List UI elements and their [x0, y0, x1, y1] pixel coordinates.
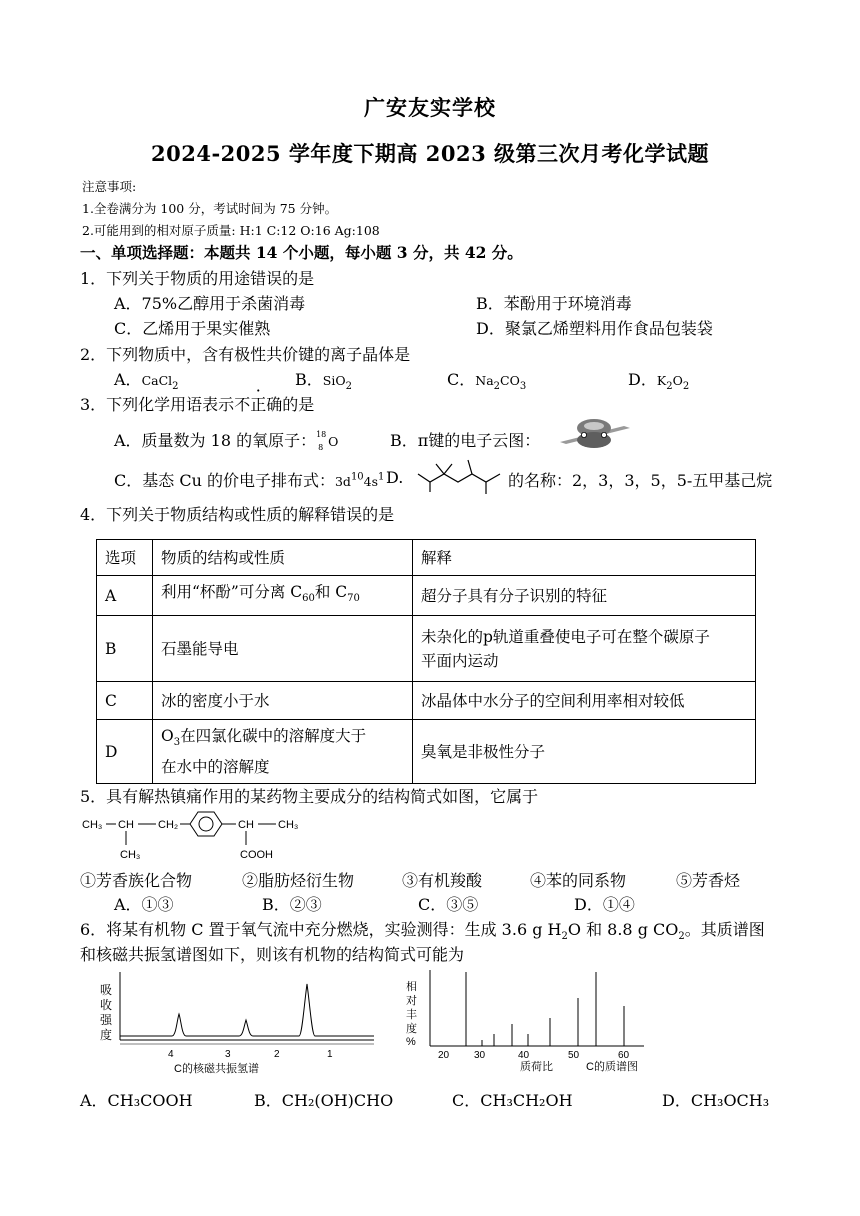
ms-tick: 20 [438, 1050, 450, 1061]
q1-option-d: D．聚氯乙烯塑料用作食品包装袋 [476, 319, 713, 338]
q6-stem-line1: 6．将某有机物 C 置于氧气流中充分燃烧，实验测得：生成 3.6 g $H_2O$ 和 8.8 g $CO_2$。其质谱图 [80, 920, 765, 943]
table-cell-explanation: 冰晶体中水分子的空间利用率相对较低 [413, 682, 756, 720]
table-cell-explanation: 超分子具有分子识别的特征 [413, 576, 756, 616]
q5-item-3: ③有机羧酸 [402, 871, 483, 890]
q6-option-d: D．CH₃OCH₃ [662, 1091, 770, 1110]
table-cell-option: C [97, 682, 153, 720]
q5-option-a: A．①③ [114, 895, 174, 914]
struct-ch2: CH₂ [158, 819, 179, 831]
table-cell-option: A [97, 576, 153, 616]
main-chain [418, 474, 500, 482]
table-cell-property: 利用“杯酚”可分离 $C_{60}$和 $C_{70}$ [153, 576, 413, 616]
notes-heading: 注意事项: [82, 179, 137, 194]
struct-ch: CH [118, 819, 134, 831]
ms-ylabel-char: 丰 [406, 1009, 417, 1021]
table-header-cell: 解释 [413, 540, 756, 576]
q4-table [96, 539, 756, 784]
q6-option-a: A．CH₃COOH [80, 1091, 193, 1110]
table-row [97, 616, 756, 682]
q3-stem: 3．下列化学用语表示不正确的是 [80, 395, 315, 414]
q5-option-b: B．②③ [262, 895, 322, 914]
q2-option-d: D．$K_2O_2$ [628, 370, 690, 393]
nmr-tick: 4 [168, 1049, 174, 1060]
q3-option-d-name: 的名称：2，3，3，5，5-五甲基己烷 [508, 471, 773, 490]
ms-caption: C的质谱图 [586, 1061, 638, 1073]
methyl-branch [444, 464, 452, 474]
benzene-ring [190, 812, 222, 836]
q2-option-c: C．$Na_2CO_3$ [447, 370, 527, 393]
table-cell-option: D [97, 720, 153, 784]
q6-stem-line2: 和核磁共振氢谱图如下，则该有机物的结构简式可能为 [80, 945, 465, 964]
q5-item-4: ④苯的同系物 [530, 871, 627, 890]
nmr-caption: C的核磁共振氢谱 [174, 1063, 259, 1075]
table-cell-option: B [97, 616, 153, 682]
ms-tick: 40 [518, 1050, 530, 1061]
exam-title: 2024-2025 学年度下期高 2023 级第三次月考化学试题 [151, 141, 709, 166]
table-cell-property: 冰的密度小于水 [153, 682, 413, 720]
nmr-tick: 3 [225, 1049, 231, 1060]
nmr-trace [120, 984, 374, 1036]
table-cell-explanation: 未杂化的p轨道重叠使电子可在整个碳原子 平面内运动 [413, 616, 756, 682]
lobe-highlight [584, 422, 604, 430]
table-cell-explanation: 臭氧是非极性分子 [413, 720, 756, 784]
table-row [97, 720, 756, 784]
section-heading: 一、单项选择题：本题共 14 个小题，每小题 3 分，共 42 分。 [80, 243, 523, 262]
struct-ch-right: CH [238, 819, 254, 831]
table-row [97, 682, 756, 720]
table-row [97, 576, 756, 616]
q3-option-d-label: D. [386, 468, 404, 487]
table-header-cell: 选项 [97, 540, 153, 576]
ms-ylabel-char: 度 [406, 1023, 417, 1035]
ms-tick: 30 [474, 1050, 486, 1061]
q5-structure-figure [80, 808, 310, 864]
q3-option-b: B．π键的电子云图： [390, 431, 541, 450]
school-name: 广安友实学校 [364, 95, 496, 120]
ms-tick: 60 [618, 1050, 630, 1061]
atom-nucleus-right [601, 432, 606, 437]
pi-bond-cloud-figure [554, 418, 634, 450]
ms-ylabel-char: 相 [406, 981, 417, 993]
nmr-tick: 2 [274, 1049, 280, 1060]
table-cell-property: 石墨能导电 [153, 616, 413, 682]
struct-ch3-right: CH₃ [278, 819, 299, 831]
q3-option-a: A．质量数为 18 的氧原子： 18 8 O [114, 429, 339, 452]
q2-stem: 2．下列物质中，含有极性共价键的离子晶体是 [80, 345, 411, 364]
q1-stem: 1．下列关于物质的用途错误的是 [80, 269, 315, 288]
q5-option-c: C．③⑤ [418, 895, 479, 914]
nmr-ylabel-char: 强 [100, 1013, 113, 1027]
nmr-tick: 1 [327, 1049, 333, 1060]
atom-nucleus-left [581, 432, 586, 437]
q6-option-c: C．CH₃CH₂OH [452, 1091, 573, 1110]
table-cell-property: $O_3$在四氯化碳中的溶解度大于 在水中的溶解度 [153, 720, 413, 784]
methyl-branch [436, 464, 444, 474]
mass-spectrum-figure [404, 966, 674, 1078]
q1-option-c: C．乙烯用于果实催熟 [114, 319, 271, 338]
q1-option-b: B．苯酚用于环境消毒 [476, 294, 632, 313]
struct-ch3-left: CH₃ [82, 819, 103, 831]
nmr-ylabel-char: 吸 [100, 983, 113, 997]
ms-ylabel-char: 对 [406, 995, 417, 1007]
q4-stem: 4．下列关于物质结构或性质的解释错误的是 [80, 505, 395, 524]
q2-option-a: A．CaCl$_2$ [114, 370, 179, 393]
ms-xlabel: 质荷比 [520, 1061, 553, 1073]
table-header-row [97, 540, 756, 576]
notes-item-1: 1.全卷满分为 100 分，考试时间为 75 分钟。 [82, 201, 338, 216]
q5-item-1: ①芳香族化合物 [80, 871, 193, 890]
ms-ylabel-char: % [406, 1036, 416, 1048]
skeletal-formula-figure [412, 456, 508, 498]
struct-cooh: COOH [240, 849, 273, 861]
table-header-cell: 物质的结构或性质 [153, 540, 413, 576]
q6-option-b: B．CH₂(OH)CHO [254, 1091, 394, 1110]
q2-option-b: B．SiO$_2$ [295, 370, 352, 393]
q5-option-d: D．①④ [574, 895, 635, 914]
struct-ch3-down: CH₃ [120, 849, 141, 861]
nmr-spectrum-figure [94, 966, 384, 1078]
benzene-ring-inner [199, 817, 213, 831]
nmr-ylabel-char: 收 [100, 998, 113, 1012]
q5-item-2: ②脂肪烃衍生物 [242, 871, 355, 890]
q5-item-5: ⑤芳香烃 [676, 871, 741, 890]
methyl-branch [468, 460, 472, 474]
notes-item-2: 2.可能用到的相对原子质量: H:1 C:12 O:16 Ag:108 [82, 223, 380, 238]
q5-stem: 5．具有解热镇痛作用的某药物主要成分的结构简式如图，它属于 [80, 787, 539, 806]
ms-tick: 50 [568, 1050, 580, 1061]
nmr-ylabel-char: 度 [100, 1028, 113, 1042]
q3-option-c: C．基态 Cu 的价电子排布式：$3d^{10}4s^1$ [114, 471, 385, 490]
q1-option-a: A．75%乙醇用于杀菌消毒 [114, 294, 306, 313]
